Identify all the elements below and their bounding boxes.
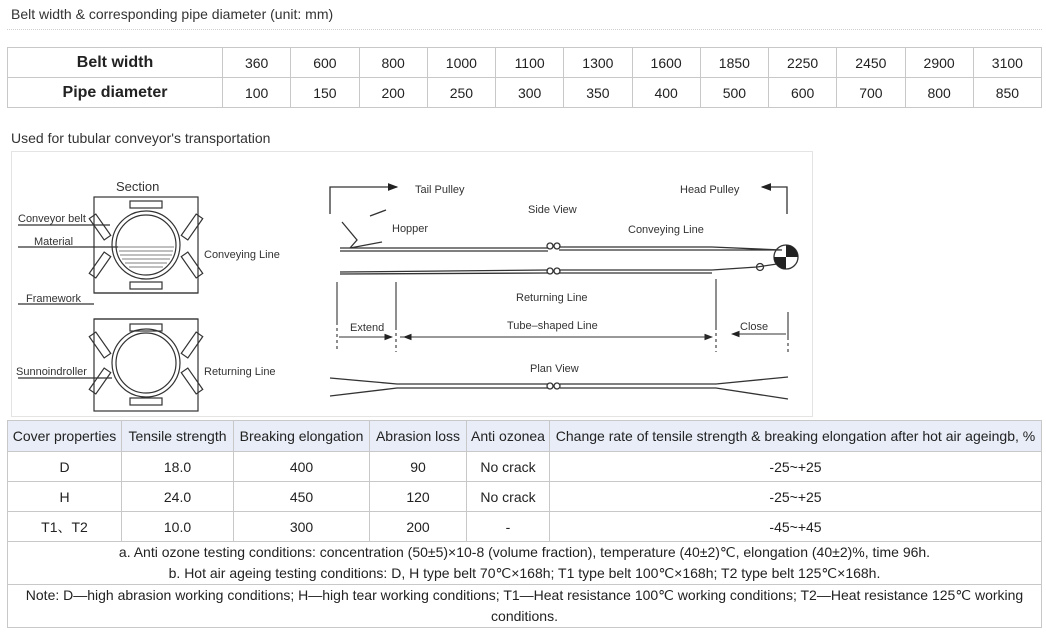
conditions-row (8, 542, 1042, 585)
pipe-table-caption: Belt width & corresponding pipe diameter (unit: mm) (11, 6, 334, 22)
table-cell: 120 (370, 482, 467, 512)
plan-dimensions (337, 279, 788, 352)
label-close: Close (740, 321, 769, 333)
head-pulley-icon (786, 245, 798, 257)
belt-width-cell: 2250 (769, 48, 837, 78)
label-framework: Framework (26, 293, 82, 305)
pipe-diameter-cell: 150 (291, 78, 359, 108)
table-row (8, 482, 1042, 512)
table-cell: - (467, 512, 550, 542)
col-header: Abrasion loss (370, 421, 467, 452)
table-row (8, 512, 1042, 542)
label-returning-line-left: Returning Line (204, 366, 276, 378)
condition-b: b. Hot air ageing testing conditions: D, H type belt 70℃×168h; T1 type belt 100℃×168h; T2 type belt 125℃×168h. (168, 565, 881, 581)
table-row (8, 452, 1042, 482)
pipe-diameter-cell: 400 (632, 78, 700, 108)
belt-width-cell: 3100 (973, 48, 1041, 78)
table-cell: 90 (370, 452, 467, 482)
cover-properties-table (7, 420, 1042, 628)
col-header: Anti ozonea (467, 421, 550, 452)
belt-width-cell: 360 (223, 48, 291, 78)
condition-a: a. Anti ozone testing conditions: concentration (50±5)×10-8 (volume fraction), temperature (40±2)℃, elongation (40±2)%, time 96h. (118, 544, 931, 560)
plan-view (330, 377, 788, 399)
props-header-row (8, 421, 1042, 452)
pipe-diameter-cell: 200 (359, 78, 427, 108)
label-sunnoindroller: Sunnoindroller (16, 366, 87, 378)
table-cell: No crack (467, 482, 550, 512)
table-cell: H (8, 482, 122, 512)
belt-width-cell: 2450 (837, 48, 905, 78)
divider (7, 29, 1042, 30)
pipe-diameter-row (8, 78, 1042, 108)
label-tube-shaped-line: Tube–shaped Line (507, 320, 598, 332)
section-title: Section (116, 179, 160, 194)
table-cell: -25~+25 (550, 452, 1042, 482)
table-cell: 18.0 (122, 452, 234, 482)
table-cell: -25~+25 (550, 482, 1042, 512)
label-conveying-line-left: Conveying Line (204, 249, 280, 261)
col-header: Change rate of tensile strength & breaking elongation after hot air ageingb, % (550, 421, 1042, 452)
usage-caption: Used for tubular conveyor's transportation (11, 130, 271, 146)
label-side-view: Side View (528, 204, 577, 216)
note-text: Note: D—high abrasion working conditions; H—high tear working conditions; T1—Heat resistance 100℃ working conditions; T2—Heat resistance 125℃ working conditions. (8, 585, 1042, 628)
label-material: Material (34, 236, 74, 248)
label-conveyor-belt: Conveyor belt (18, 213, 86, 225)
belt-width-cell: 1000 (427, 48, 495, 78)
pipe-diameter-table (7, 47, 1042, 108)
pipe-diameter-cell: 350 (564, 78, 632, 108)
pipe-diameter-cell: 300 (496, 78, 564, 108)
pipe-diameter-cell: 800 (905, 78, 973, 108)
col-header: Cover properties (8, 421, 122, 452)
belt-width-cell: 2900 (905, 48, 973, 78)
belt-width-cell: 1100 (496, 48, 564, 78)
tubular-conveyor-diagram (11, 151, 813, 417)
table-cell: 24.0 (122, 482, 234, 512)
belt-width-cell: 600 (291, 48, 359, 78)
table-cell: T1、T2 (8, 512, 122, 542)
lower-belt-circle (112, 329, 180, 397)
label-head-pulley: Head Pulley (680, 184, 740, 196)
col-header: Breaking elongation (234, 421, 370, 452)
label-plan-view: Plan View (530, 363, 579, 375)
table-cell: 10.0 (122, 512, 234, 542)
label-hopper: Hopper (392, 223, 429, 235)
pipe-diameter-cell: 700 (837, 78, 905, 108)
label-returning-line: Returning Line (516, 292, 588, 304)
table-cell: D (8, 452, 122, 482)
pipe-diameter-cell: 850 (973, 78, 1041, 108)
diagram-svg (12, 152, 812, 416)
pipe-diameter-cell: 500 (700, 78, 768, 108)
table-cell: 450 (234, 482, 370, 512)
note-row (8, 585, 1042, 628)
pipe-diameter-cell: 250 (427, 78, 495, 108)
pipe-diameter-header: Pipe diameter (8, 78, 223, 108)
belt-width-cell: 1300 (564, 48, 632, 78)
belt-width-cell: 1850 (700, 48, 768, 78)
belt-width-cell: 1600 (632, 48, 700, 78)
table-cell: No crack (467, 452, 550, 482)
pipe-diameter-cell: 100 (223, 78, 291, 108)
label-tail-pulley: Tail Pulley (415, 184, 465, 196)
belt-width-header: Belt width (8, 48, 223, 78)
table-cell: 300 (234, 512, 370, 542)
belt-width-row (8, 48, 1042, 78)
table-cell: -45~+45 (550, 512, 1042, 542)
label-extend: Extend (350, 322, 385, 334)
col-header: Tensile strength (122, 421, 234, 452)
pipe-diameter-cell: 600 (769, 78, 837, 108)
table-cell: 200 (370, 512, 467, 542)
upper-belt-circle (112, 211, 180, 279)
belt-width-cell: 800 (359, 48, 427, 78)
label-conveying-line: Conveying Line (628, 224, 704, 236)
table-cell: 400 (234, 452, 370, 482)
testing-conditions (8, 542, 1042, 585)
